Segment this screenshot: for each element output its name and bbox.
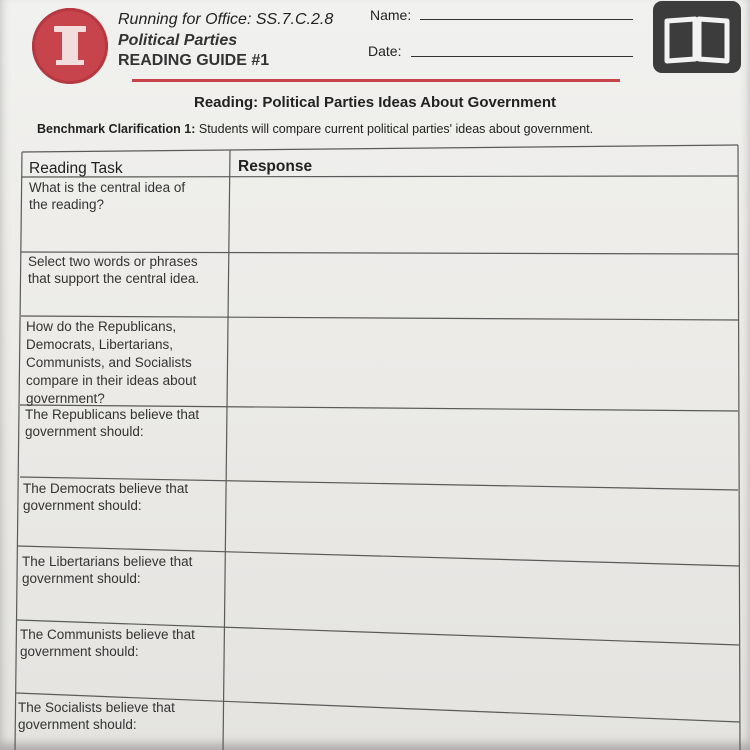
table-row-task: The Democrats believe that government should: [23,481,189,513]
column-header-response: Response [238,158,313,175]
date-label: Date: [368,43,402,59]
worksheet-guide-number: READING GUIDE #1 [118,52,270,69]
benchmark-label: Benchmark Clarification 1: [37,122,196,136]
response-cell[interactable] [230,322,735,407]
name-label: Name: [370,7,412,23]
worksheet-topic: Political Parties [118,32,238,49]
table-row-task: What is the central idea of the reading? [29,180,186,212]
table-row-task: The Republicans believe that government should: [25,407,200,439]
reading-title: Reading: Political Parties Ideas About Government [193,94,557,111]
response-cell[interactable] [228,490,735,560]
worksheet-course-title: Running for Office: SS.7.C.2.8 [118,11,334,28]
response-cell[interactable] [224,720,736,750]
response-cell[interactable] [232,256,735,316]
table-row-task: The Socialists believe that government should: [18,700,175,732]
response-cell[interactable] [229,412,735,484]
response-cell[interactable] [232,180,735,250]
table-row-task: Select two words or phrases that support the central idea. [28,254,200,286]
response-cell[interactable] [226,566,735,638]
response-cell[interactable] [225,644,735,714]
table-row-task: The Communists believe that government should: [20,627,195,659]
benchmark-text: Students will compare current political parties' ideas about government. [195,122,594,136]
column-header-reading-task: Reading Task [29,160,123,177]
table-row-task: The Libertarians believe that government should: [22,554,193,586]
table-row-task: How do the Republicans, Democrats, Libertarians, Communists, and Socialists compare in their ideas about government? [26,319,197,406]
